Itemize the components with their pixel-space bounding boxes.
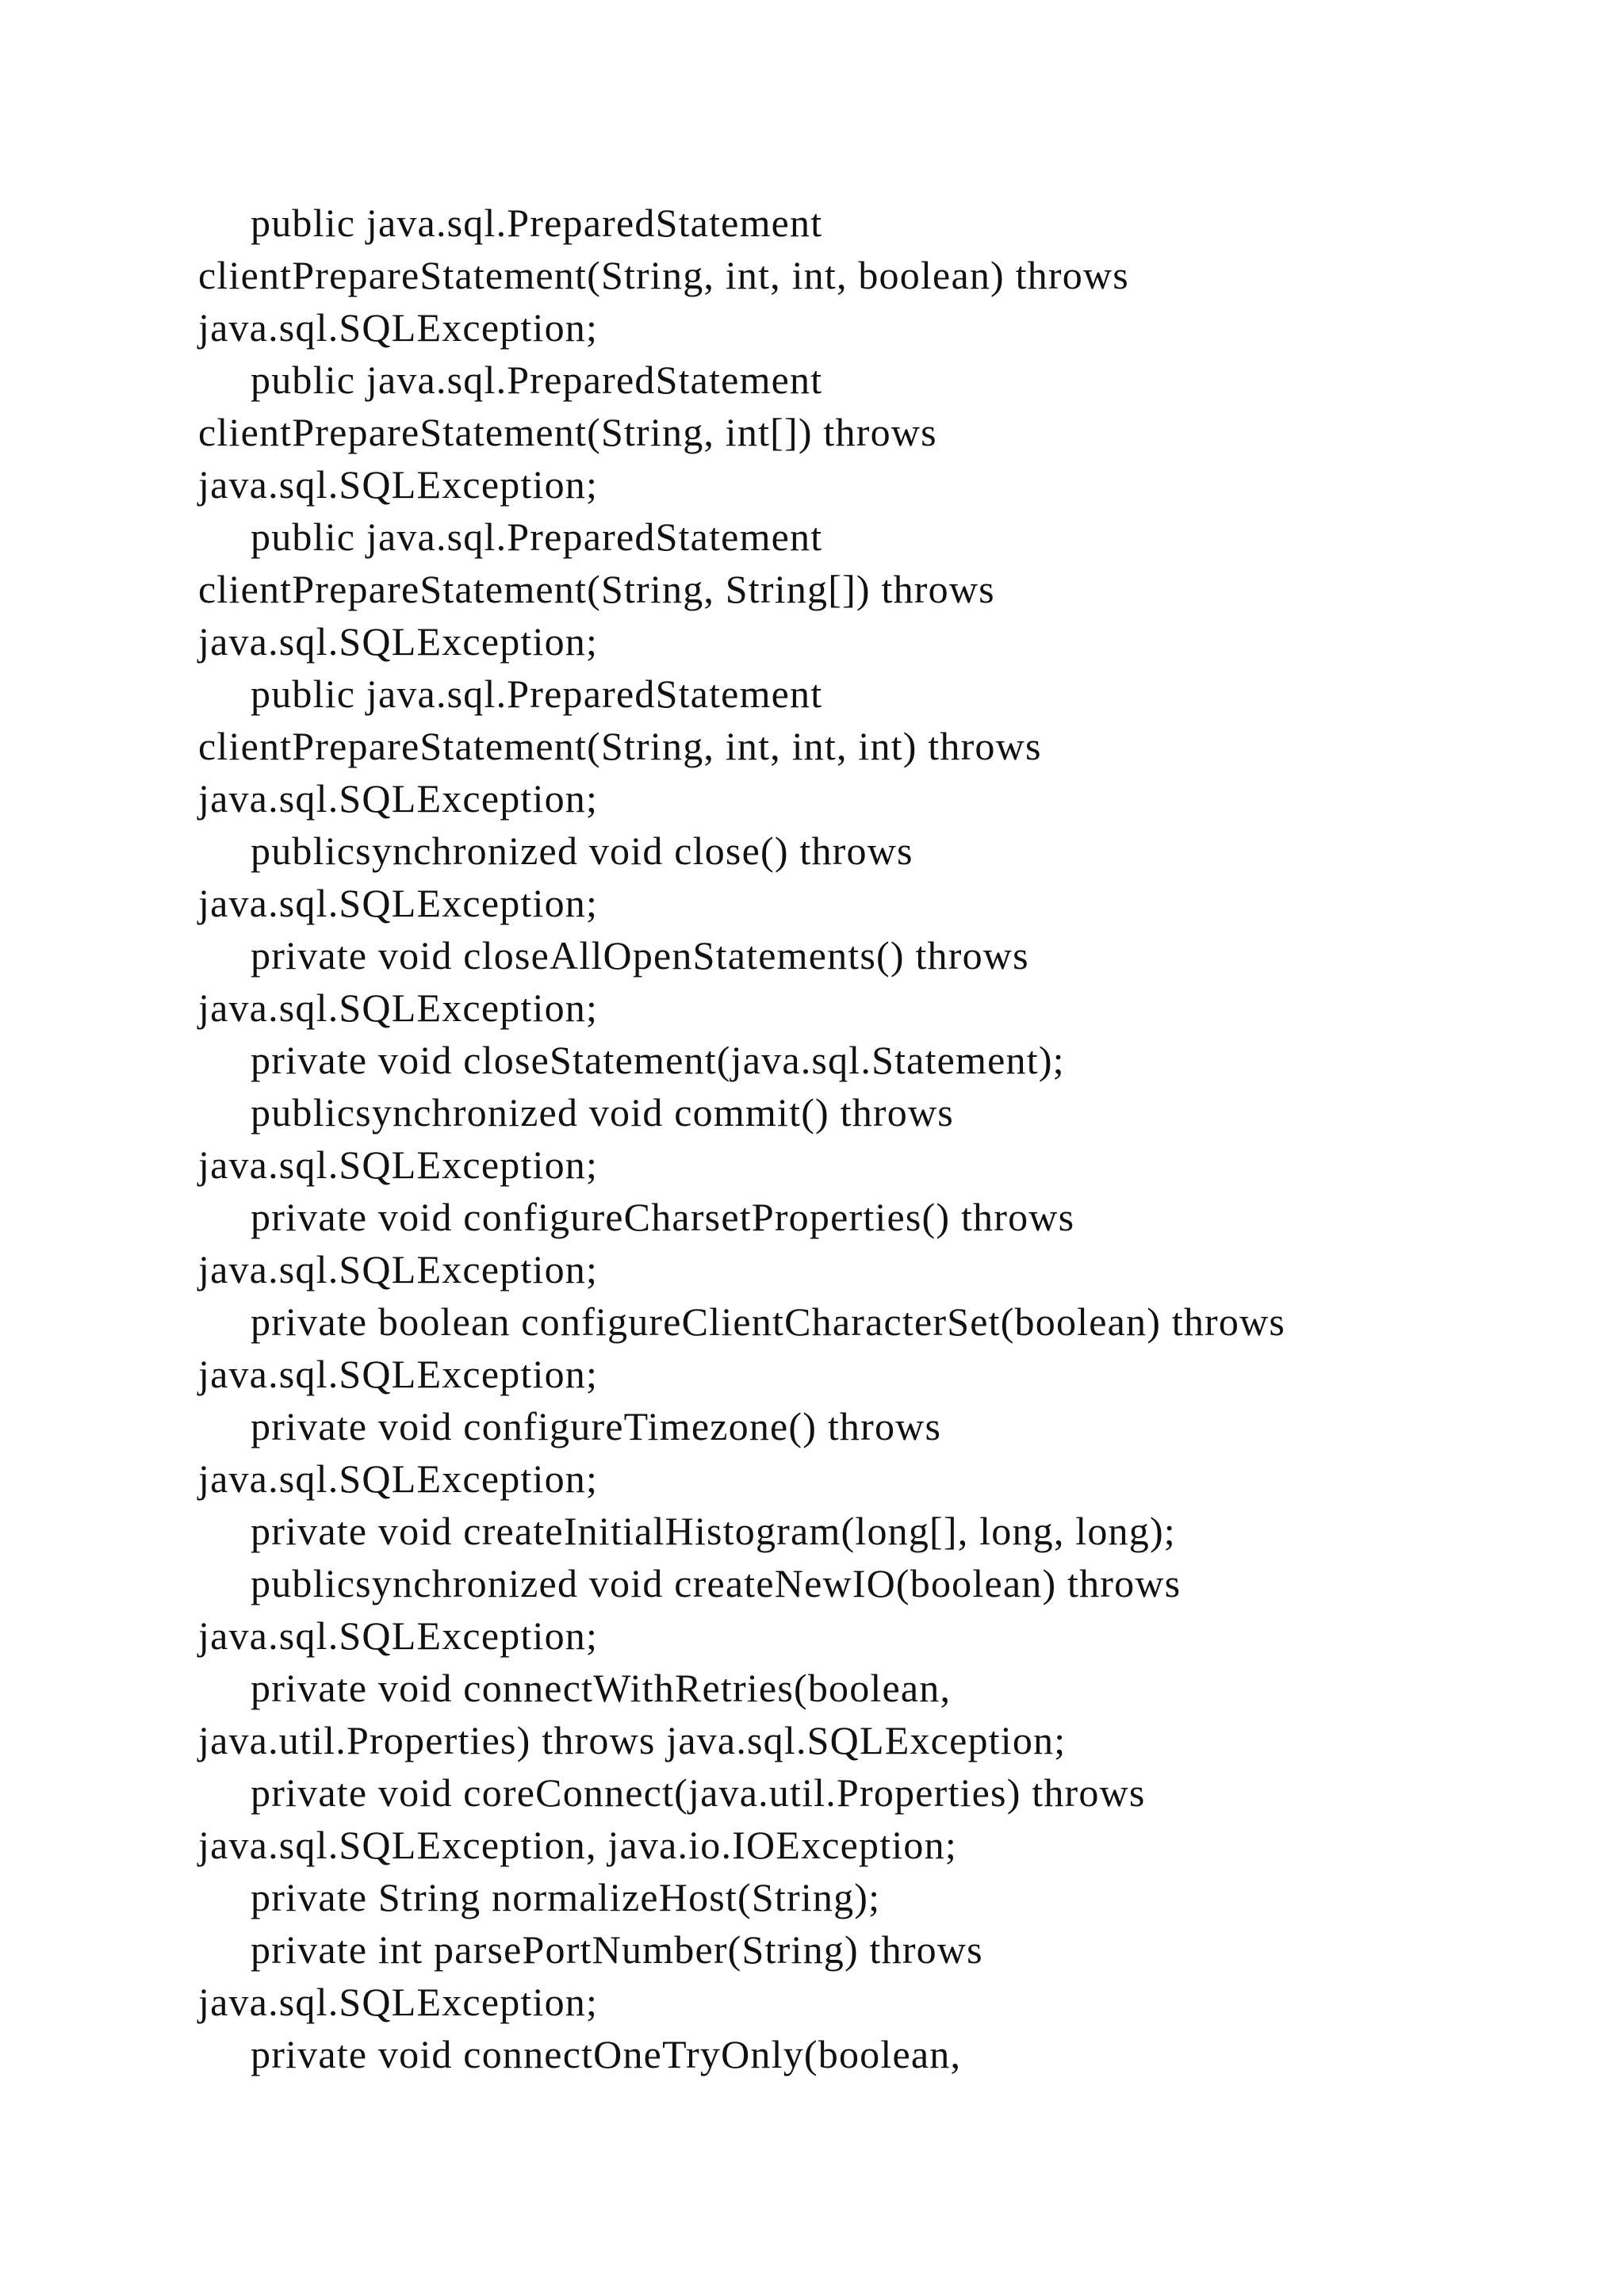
text-line: java.sql.SQLException; xyxy=(198,1142,599,1187)
text-line: java.sql.SQLException; xyxy=(198,305,599,350)
text-line: publicsynchronized void commit() throws xyxy=(251,1090,954,1135)
text-line: java.sql.SQLException; xyxy=(198,462,599,507)
code-text-block xyxy=(198,197,1562,2080)
text-line: public java.sql.PreparedStatement xyxy=(251,672,823,716)
text-line: java.util.Properties) throws java.sql.SQLException; xyxy=(198,1718,1067,1762)
text-line: private void closeStatement(java.sql.Statement); xyxy=(251,1038,1065,1082)
text-line: java.sql.SQLException; xyxy=(198,1352,599,1396)
text-line: private int parsePortNumber(String) throws xyxy=(251,1927,983,1972)
text-line: private void configureTimezone() throws xyxy=(251,1404,942,1448)
text-line: clientPrepareStatement(String, int, int, boolean) throws xyxy=(198,253,1129,297)
text-line: public java.sql.PreparedStatement xyxy=(251,515,823,559)
text-line: java.sql.SQLException; xyxy=(198,881,599,925)
text-line: java.sql.SQLException; xyxy=(198,776,599,821)
text-line: java.sql.SQLException; xyxy=(198,985,599,1030)
text-line: java.sql.SQLException, java.io.IOException; xyxy=(198,1823,957,1867)
text-line: java.sql.SQLException; xyxy=(198,619,599,664)
text-line: private boolean configureClientCharacterSet(boolean) throws xyxy=(251,1299,1286,1344)
text-line: java.sql.SQLException; xyxy=(198,1456,599,1501)
text-line: java.sql.SQLException; xyxy=(198,1247,599,1292)
text-line: clientPrepareStatement(String, int[]) throws xyxy=(198,410,937,454)
text-line: java.sql.SQLException; xyxy=(198,1613,599,1658)
text-line: public java.sql.PreparedStatement xyxy=(251,358,823,402)
text-line: clientPrepareStatement(String, int, int, int) throws xyxy=(198,724,1042,768)
text-line: private String normalizeHost(String); xyxy=(251,1875,881,1919)
text-line: publicsynchronized void close() throws xyxy=(251,828,914,873)
text-line: publicsynchronized void createNewIO(boolean) throws xyxy=(251,1561,1182,1605)
text-line: private void createInitialHistogram(long[], long, long); xyxy=(251,1509,1176,1553)
text-line: clientPrepareStatement(String, String[]) throws xyxy=(198,567,995,611)
text-line: private void coreConnect(java.util.Properties) throws xyxy=(251,1770,1146,1815)
text-line: private void connectOneTryOnly(boolean, xyxy=(251,2032,962,2076)
text-line: public java.sql.PreparedStatement xyxy=(251,201,823,245)
text-line: java.sql.SQLException; xyxy=(198,1980,599,2024)
text-line: private void closeAllOpenStatements() throws xyxy=(251,933,1029,978)
text-line: private void configureCharsetProperties() throws xyxy=(251,1195,1075,1239)
text-line: private void connectWithRetries(boolean, xyxy=(251,1666,952,1710)
